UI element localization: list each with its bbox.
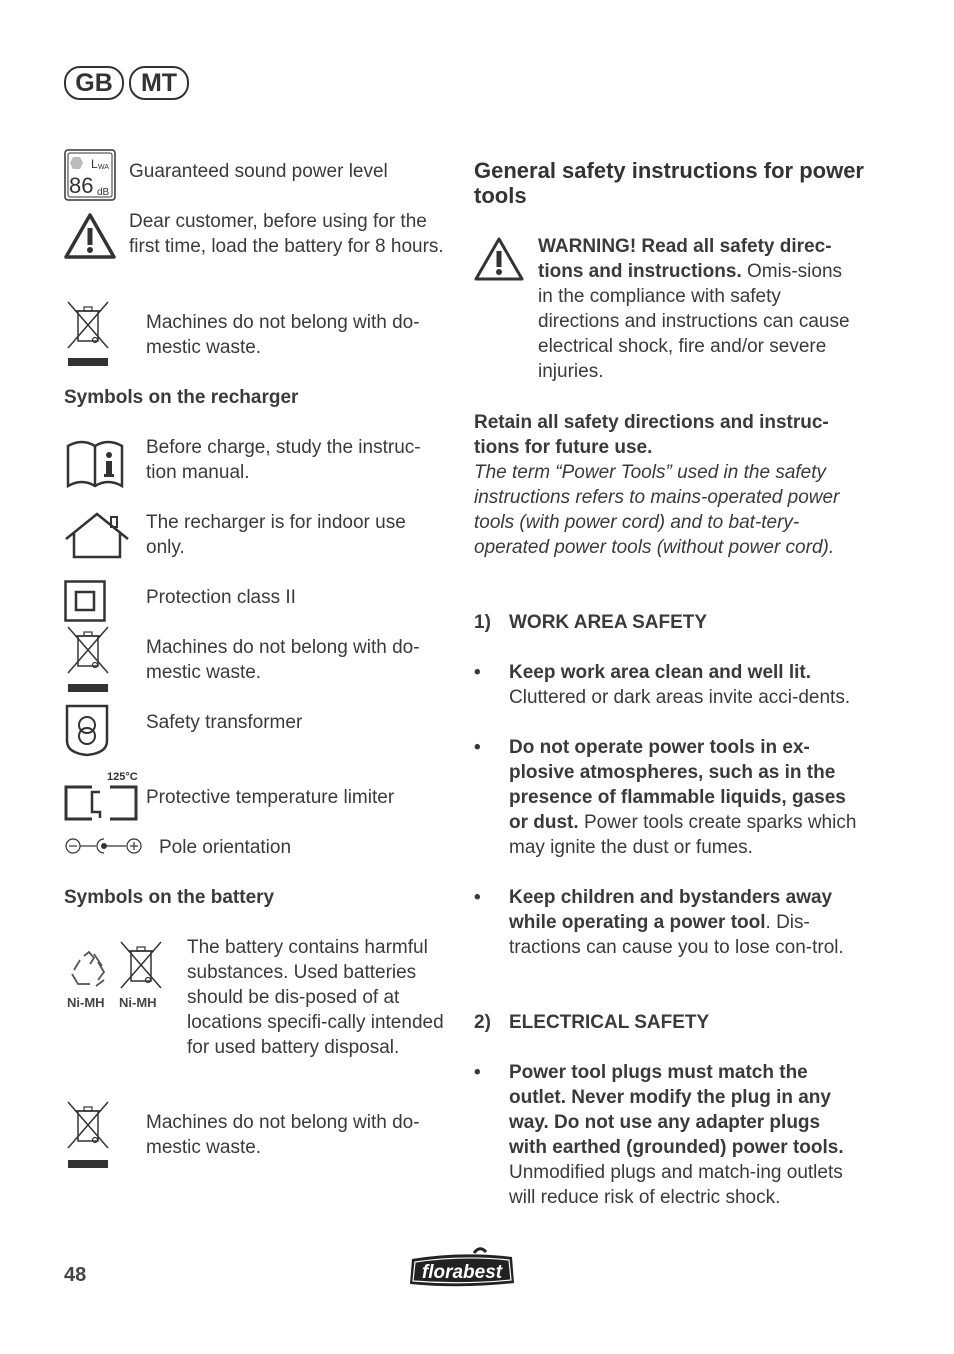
recycle-icon bbox=[66, 950, 112, 990]
bullet-marker: • bbox=[474, 737, 481, 758]
recharger-heading: Symbols on the recharger bbox=[64, 387, 299, 408]
indoor-text: The recharger is for indoor use only. bbox=[146, 512, 406, 558]
florabest-logo bbox=[406, 1247, 518, 1289]
warning-bold: WARNING! Read all safety direc-tions and instructions. bbox=[538, 236, 832, 282]
protection-text: Protection class II bbox=[146, 587, 296, 608]
pole-orientation-icon bbox=[64, 836, 144, 856]
retain-text: Retain all safety directions and instruc-tions for future use. bbox=[474, 412, 829, 458]
bullet-marker: • bbox=[474, 1062, 481, 1083]
section1-number: 1) bbox=[474, 612, 491, 633]
protection-class-icon bbox=[64, 580, 106, 622]
sound-power-icon bbox=[64, 149, 116, 201]
nimh-label-2: Ni-MH bbox=[119, 995, 157, 1010]
battery-text: The battery contains harmful substances. Used batteries should be dis-posed of at locations specifi-cally intended for used battery disposal. bbox=[187, 937, 444, 1058]
term-text: The term “Power Tools” used in the safety instructions refers to mains-operated power tools (with power cord) and to bat-tery-operated power tools (without power cord). bbox=[474, 462, 840, 558]
waste-text-3: Machines do not belong with do-mestic waste. bbox=[146, 1112, 420, 1158]
lang-badge-mt: MT bbox=[129, 66, 189, 100]
temp-label: 125°C bbox=[107, 771, 138, 783]
warning-paragraph bbox=[538, 234, 860, 384]
section2-number: 2) bbox=[474, 1012, 491, 1033]
safety-transformer-icon bbox=[64, 703, 110, 757]
svg-text:dB: dB bbox=[97, 187, 110, 198]
db-value: 86 bbox=[69, 173, 94, 198]
crossed-bin-icon bbox=[64, 1100, 112, 1170]
lwa-label: L bbox=[91, 157, 98, 171]
warning-icon bbox=[474, 236, 524, 282]
warning-rest: Omis-sions in the compliance with safety directions and instructions can cause electrical shock, fire and/or severe injuries. bbox=[538, 261, 850, 382]
warning-text: Dear customer, before using for the first time, load the battery for 8 hours. bbox=[129, 211, 444, 257]
bullet-item: Do not operate power tools in ex-plosive atmospheres, such as in the presence of flammable liquids, gases or dust. Power tools create sparks which may ignite the dust or fumes. bbox=[509, 737, 857, 858]
bullet-marker: • bbox=[474, 662, 481, 683]
bullet-marker: • bbox=[474, 887, 481, 908]
sound-power-text: Guaranteed sound power level bbox=[129, 161, 388, 182]
svg-text:WA: WA bbox=[98, 164, 110, 171]
lang-badge-gb: GB bbox=[64, 66, 124, 100]
temp-text: Protective temperature limiter bbox=[146, 787, 395, 808]
crossed-bin-icon bbox=[117, 940, 165, 992]
transformer-text: Safety transformer bbox=[146, 712, 303, 733]
temperature-limiter-icon bbox=[64, 784, 138, 822]
battery-heading: Symbols on the battery bbox=[64, 887, 275, 908]
section1-title: WORK AREA SAFETY bbox=[509, 612, 708, 633]
crossed-bin-icon bbox=[64, 625, 112, 695]
nimh-label-1: Ni-MH bbox=[67, 995, 105, 1010]
warning-icon bbox=[64, 212, 116, 260]
brand-text: florabest bbox=[421, 1262, 503, 1283]
indoor-house-icon bbox=[64, 511, 130, 561]
bullet-item: Keep children and bystanders away while operating a power tool. Dis-tractions can cause you to lose con-trol. bbox=[509, 887, 844, 958]
pole-text: Pole orientation bbox=[159, 837, 292, 858]
manual-text: Before charge, study the instruc-tion manual. bbox=[146, 437, 421, 483]
bullet-item: Power tool plugs must match the outlet. Never modify the plug in any way. Do not use any adapter plugs with earthed (grounded) power tools. Unmodified plugs and match-ing outlets will reduce risk of electric shock. bbox=[509, 1062, 844, 1208]
crossed-bin-icon bbox=[64, 300, 112, 370]
waste-text-2: Machines do not belong with do-mestic waste. bbox=[146, 637, 420, 683]
manual-icon bbox=[64, 438, 126, 490]
safety-title: General safety instructions for power tools bbox=[474, 158, 864, 208]
waste-text-1: Machines do not belong with do-mestic waste. bbox=[146, 312, 420, 358]
bullet-item: Keep work area clean and well lit. Cluttered or dark areas invite acci-dents. bbox=[509, 662, 851, 708]
page-number: 48 bbox=[64, 1264, 87, 1286]
section2-title: ELECTRICAL SAFETY bbox=[509, 1012, 710, 1033]
